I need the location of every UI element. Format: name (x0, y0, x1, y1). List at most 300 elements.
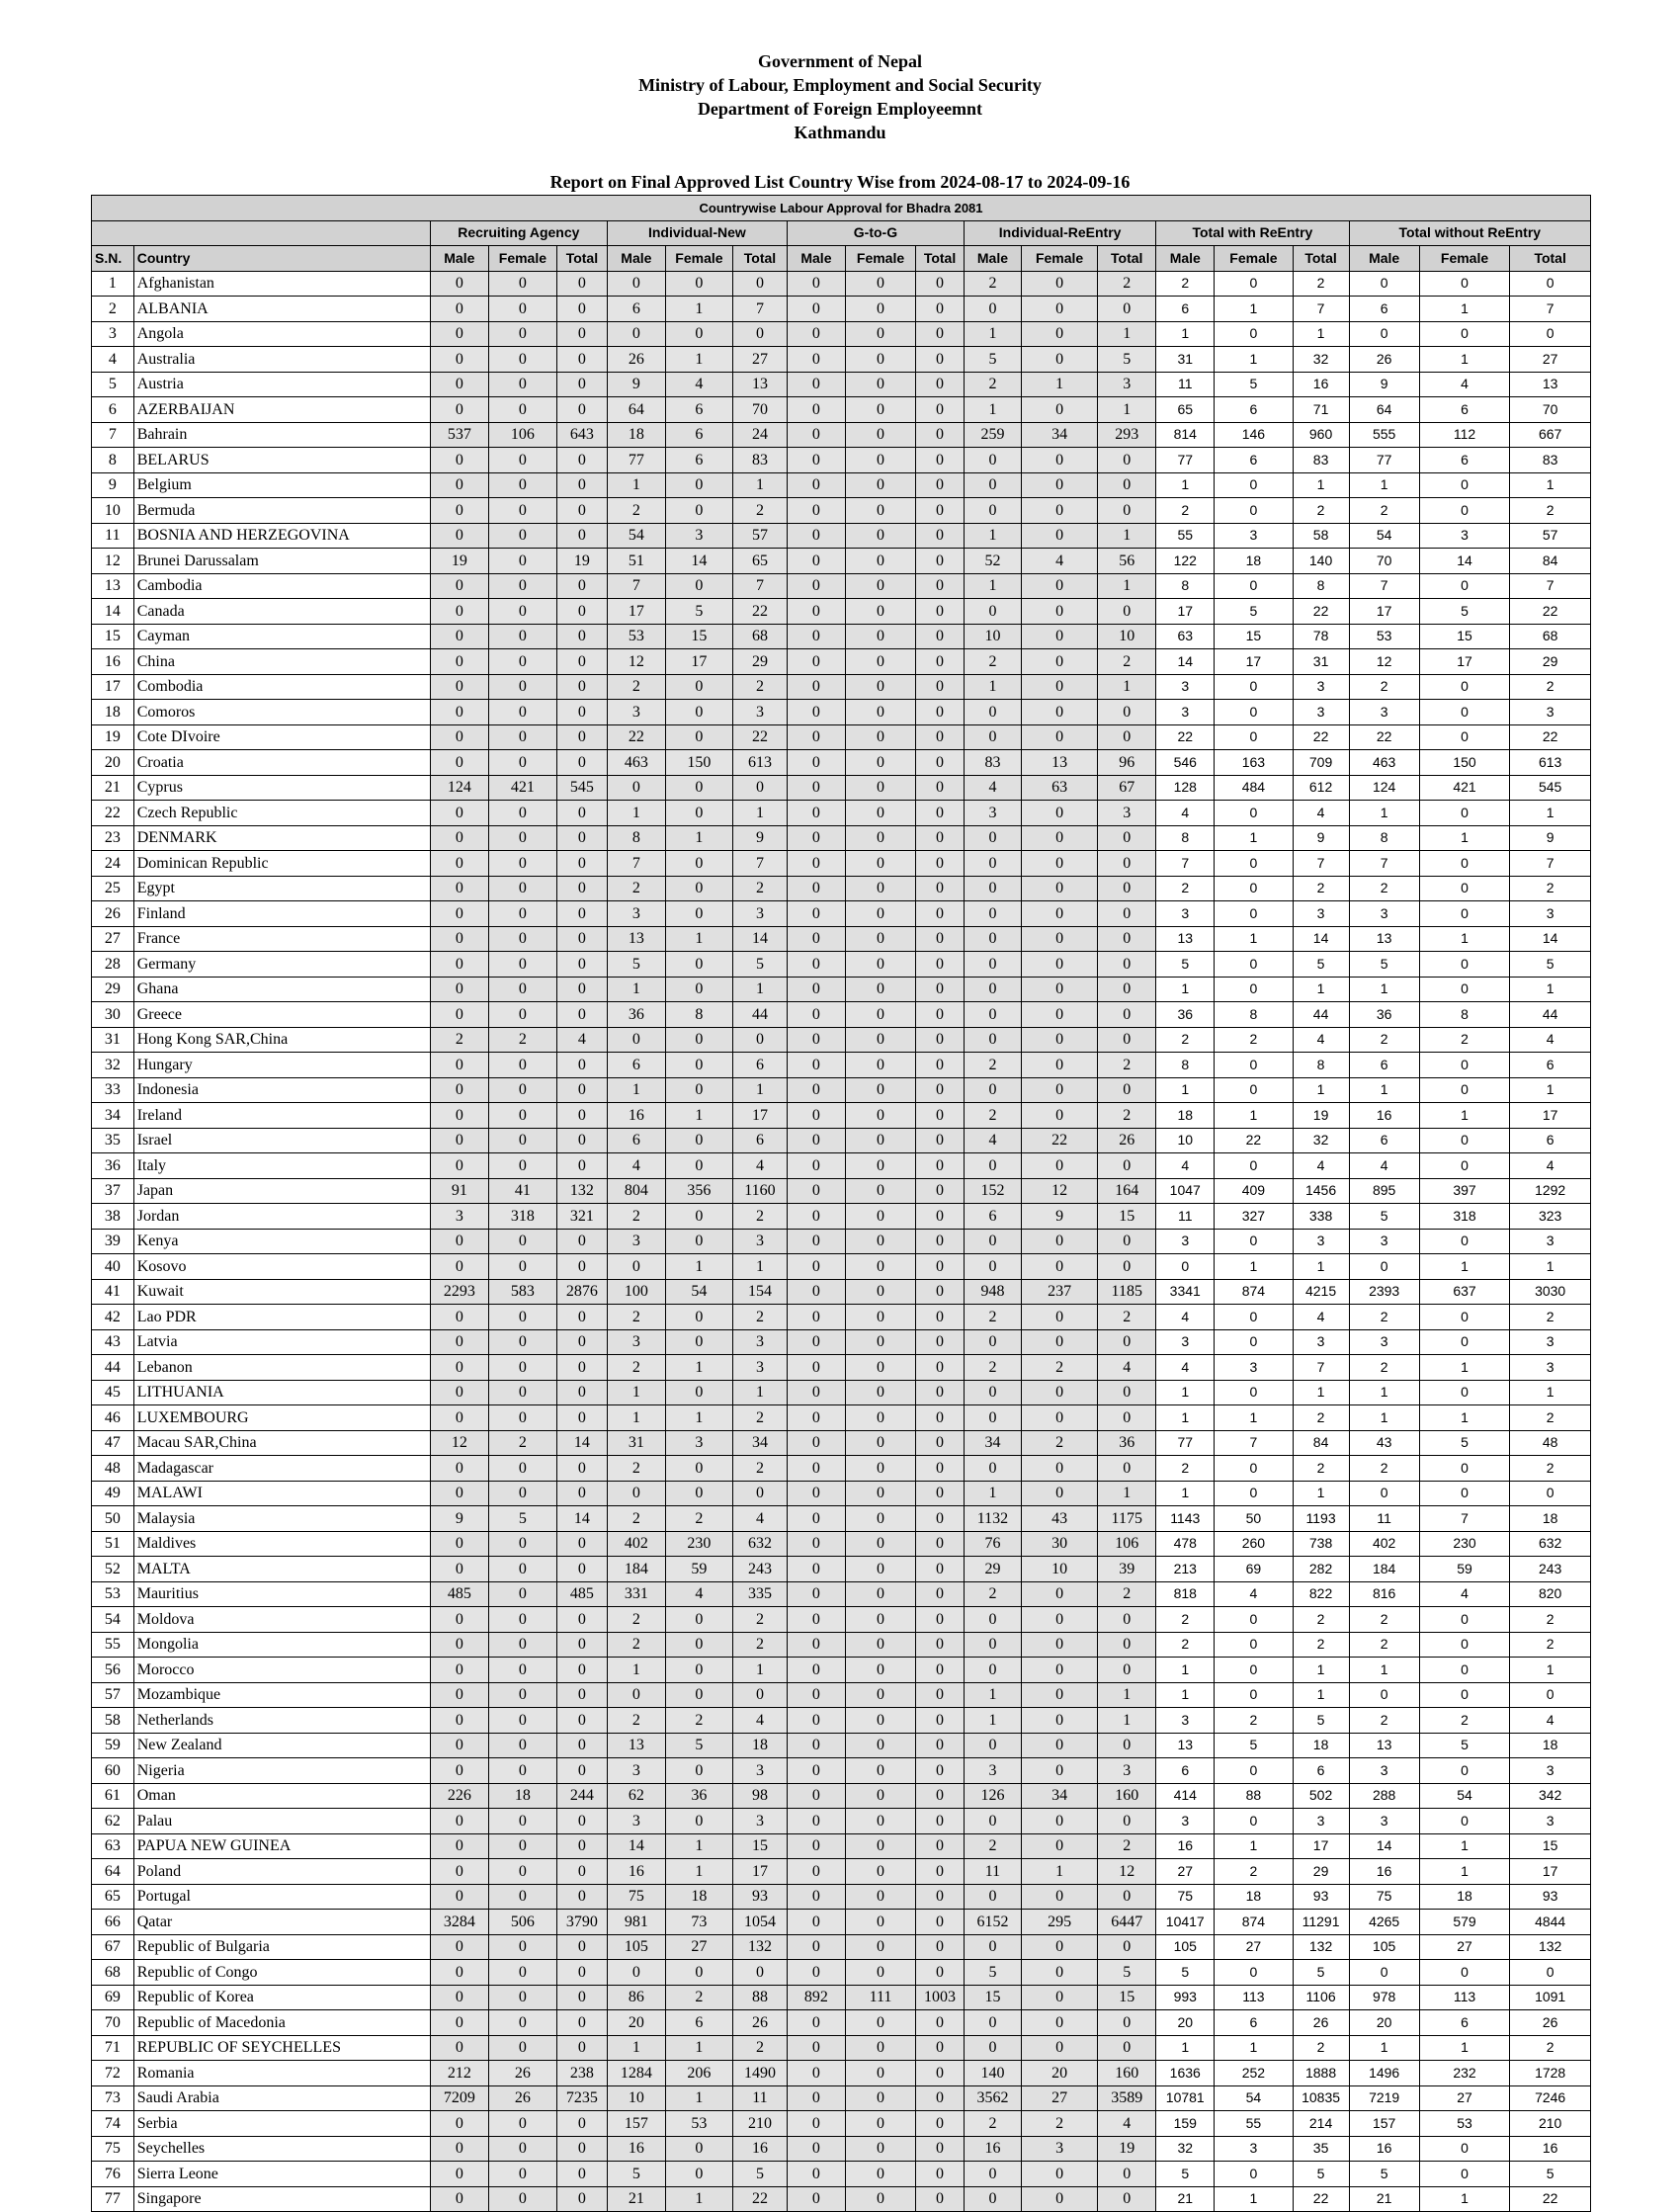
cell-individual-reentry-total: 67 (1098, 775, 1156, 801)
cell-country: Australia (133, 347, 430, 373)
cell-g-to-g-female: 0 (845, 1178, 915, 1204)
cell-individual-new-female: 0 (665, 498, 732, 524)
table-row (92, 1077, 1591, 1103)
cell-g-to-g-female: 0 (845, 2136, 915, 2162)
cell-g-to-g-female: 0 (845, 1456, 915, 1482)
column-header-g-to-g-male: Male (787, 246, 845, 272)
table-row (92, 347, 1591, 373)
cell-total-without-reentry-total: 7 (1510, 573, 1591, 599)
cell-sn: 49 (92, 1481, 134, 1506)
cell-g-to-g-total: 0 (916, 2111, 965, 2137)
cell-total-without-reentry-male: 7219 (1349, 2085, 1419, 2111)
cell-sn: 30 (92, 1002, 134, 1028)
cell-individual-new-male: 0 (607, 1960, 665, 1986)
cell-individual-new-male: 0 (607, 1682, 665, 1708)
cell-sn: 7 (92, 422, 134, 448)
cell-individual-new-male: 0 (607, 321, 665, 347)
cell-total-with-reentry-female: 0 (1215, 801, 1293, 826)
cell-country: Germany (133, 952, 430, 978)
cell-sn: 76 (92, 2162, 134, 2187)
cell-recruiting-agency-total: 485 (556, 1581, 607, 1607)
cell-individual-new-male: 2 (607, 876, 665, 901)
cell-individual-new-male: 3 (607, 700, 665, 725)
cell-g-to-g-male: 0 (787, 876, 845, 901)
cell-individual-reentry-total: 1 (1098, 1708, 1156, 1734)
cell-individual-reentry-female: 0 (1021, 271, 1097, 297)
cell-individual-reentry-total: 1 (1098, 523, 1156, 549)
table-row (92, 2061, 1591, 2086)
cell-individual-new-male: 26 (607, 347, 665, 373)
cell-country: Romania (133, 2061, 430, 2086)
table-row (92, 1708, 1591, 1734)
cell-individual-reentry-total: 0 (1098, 1405, 1156, 1431)
cell-total-without-reentry-male: 77 (1349, 448, 1419, 473)
cell-individual-reentry-male: 4 (964, 775, 1021, 801)
column-header-total-with-reentry-male: Male (1156, 246, 1215, 272)
cell-recruiting-agency-female: 0 (488, 347, 556, 373)
cell-recruiting-agency-male: 12 (430, 1430, 488, 1456)
cell-individual-reentry-female: 0 (1021, 1884, 1097, 1910)
cell-total-without-reentry-female: 579 (1419, 1910, 1510, 1935)
cell-recruiting-agency-total: 0 (556, 1758, 607, 1784)
cell-individual-new-total: 13 (733, 372, 788, 397)
cell-sn: 58 (92, 1708, 134, 1734)
cell-total-without-reentry-female: 5 (1419, 599, 1510, 625)
cell-individual-reentry-total: 2 (1098, 1833, 1156, 1859)
cell-g-to-g-female: 0 (845, 1254, 915, 1280)
cell-individual-new-total: 22 (733, 599, 788, 625)
cell-individual-new-total: 1 (733, 1254, 788, 1280)
cell-g-to-g-male: 0 (787, 1758, 845, 1784)
cell-country: Mauritius (133, 1581, 430, 1607)
cell-total-with-reentry-male: 4 (1156, 801, 1215, 826)
cell-individual-new-male: 3 (607, 1758, 665, 1784)
cell-g-to-g-total: 0 (916, 1910, 965, 1935)
cell-sn: 67 (92, 1934, 134, 1960)
cell-g-to-g-total: 0 (916, 1531, 965, 1557)
cell-recruiting-agency-total: 0 (556, 724, 607, 750)
cell-total-with-reentry-total: 502 (1293, 1783, 1349, 1809)
cell-country: Indonesia (133, 1077, 430, 1103)
cell-individual-reentry-female: 30 (1021, 1531, 1097, 1557)
cell-country: Bermuda (133, 498, 430, 524)
cell-recruiting-agency-total: 7235 (556, 2085, 607, 2111)
cell-total-without-reentry-female: 1 (1419, 1859, 1510, 1885)
cell-g-to-g-total: 0 (916, 1859, 965, 1885)
cell-recruiting-agency-male: 0 (430, 1557, 488, 1582)
cell-individual-reentry-total: 0 (1098, 1456, 1156, 1482)
cell-recruiting-agency-female: 0 (488, 724, 556, 750)
cell-individual-new-total: 1160 (733, 1178, 788, 1204)
cell-g-to-g-total: 0 (916, 1305, 965, 1330)
cell-individual-reentry-male: 152 (964, 1178, 1021, 1204)
cell-recruiting-agency-female: 0 (488, 1077, 556, 1103)
cell-individual-new-total: 27 (733, 347, 788, 373)
cell-sn: 51 (92, 1531, 134, 1557)
cell-individual-new-total: 16 (733, 2136, 788, 2162)
cell-individual-new-male: 3 (607, 1329, 665, 1355)
cell-individual-new-total: 7 (733, 851, 788, 877)
cell-sn: 62 (92, 1809, 134, 1834)
cell-total-without-reentry-female: 0 (1419, 876, 1510, 901)
cell-recruiting-agency-total: 0 (556, 372, 607, 397)
group-header-individual-reentry: Individual-ReEntry (964, 220, 1155, 246)
cell-sn: 64 (92, 1859, 134, 1885)
cell-total-without-reentry-male: 13 (1349, 926, 1419, 952)
cell-total-without-reentry-female: 0 (1419, 321, 1510, 347)
cell-sn: 32 (92, 1053, 134, 1078)
cell-total-with-reentry-total: 8 (1293, 573, 1349, 599)
cell-individual-reentry-total: 39 (1098, 1557, 1156, 1582)
cell-individual-new-male: 2 (607, 1204, 665, 1230)
cell-recruiting-agency-male: 0 (430, 1758, 488, 1784)
report-title: Report on Final Approved List Country Wise from 2024-08-17 to 2024-09-16 (549, 172, 1131, 192)
cell-total-with-reentry-female: 0 (1215, 1229, 1293, 1254)
cell-recruiting-agency-female: 0 (488, 674, 556, 700)
cell-recruiting-agency-total: 0 (556, 1557, 607, 1582)
cell-recruiting-agency-male: 0 (430, 851, 488, 877)
cell-total-with-reentry-total: 3 (1293, 674, 1349, 700)
cell-individual-reentry-female: 0 (1021, 1254, 1097, 1280)
cell-total-without-reentry-male: 36 (1349, 1002, 1419, 1028)
cell-sn: 35 (92, 1128, 134, 1153)
cell-total-with-reentry-male: 1 (1156, 977, 1215, 1002)
cell-total-with-reentry-male: 2 (1156, 1456, 1215, 1482)
cell-g-to-g-male: 892 (787, 1985, 845, 2010)
cell-total-with-reentry-total: 18 (1293, 1733, 1349, 1758)
table-row (92, 1833, 1591, 1859)
cell-individual-reentry-male: 0 (964, 876, 1021, 901)
cell-individual-reentry-male: 0 (964, 1254, 1021, 1280)
cell-individual-reentry-female: 0 (1021, 2186, 1097, 2212)
cell-g-to-g-male: 0 (787, 2035, 845, 2061)
cell-individual-reentry-male: 4 (964, 1128, 1021, 1153)
cell-individual-new-total: 65 (733, 549, 788, 574)
cell-country: Portugal (133, 1884, 430, 1910)
cell-total-with-reentry-female: 54 (1215, 2085, 1293, 2111)
table-row (92, 1658, 1591, 1683)
cell-total-without-reentry-female: 1 (1419, 1254, 1510, 1280)
cell-country: Republic of Bulgaria (133, 1934, 430, 1960)
cell-total-without-reentry-female: 1 (1419, 2035, 1510, 2061)
cell-total-without-reentry-male: 16 (1349, 1103, 1419, 1129)
cell-individual-new-male: 0 (607, 1481, 665, 1506)
cell-individual-new-male: 31 (607, 1430, 665, 1456)
cell-total-without-reentry-total: 5 (1510, 2162, 1591, 2187)
cell-total-without-reentry-male: 53 (1349, 624, 1419, 649)
cell-recruiting-agency-male: 2 (430, 1027, 488, 1053)
cell-individual-new-female: 0 (665, 775, 732, 801)
cell-individual-reentry-female: 2 (1021, 2111, 1097, 2137)
cell-total-with-reentry-total: 1 (1293, 1380, 1349, 1405)
cell-sn: 46 (92, 1405, 134, 1431)
cell-total-with-reentry-total: 35 (1293, 2136, 1349, 2162)
cell-total-with-reentry-female: 1 (1215, 1833, 1293, 1859)
cell-total-without-reentry-female: 0 (1419, 1128, 1510, 1153)
cell-individual-new-total: 0 (733, 1481, 788, 1506)
cell-total-without-reentry-female: 2 (1419, 1027, 1510, 1053)
cell-g-to-g-male: 0 (787, 372, 845, 397)
cell-g-to-g-female: 0 (845, 1884, 915, 1910)
cell-individual-new-male: 463 (607, 750, 665, 776)
cell-total-with-reentry-total: 14 (1293, 926, 1349, 952)
cell-recruiting-agency-male: 0 (430, 1380, 488, 1405)
cell-individual-new-total: 335 (733, 1581, 788, 1607)
header-department: Department of Foreign Employeemnt (697, 99, 983, 119)
cell-individual-new-male: 5 (607, 952, 665, 978)
cell-individual-new-male: 105 (607, 1934, 665, 1960)
cell-individual-reentry-female: 0 (1021, 2010, 1097, 2036)
cell-g-to-g-female: 0 (845, 422, 915, 448)
cell-country: Comoros (133, 700, 430, 725)
cell-total-with-reentry-male: 1 (1156, 321, 1215, 347)
cell-total-with-reentry-male: 3341 (1156, 1279, 1215, 1305)
cell-total-with-reentry-total: 5 (1293, 952, 1349, 978)
cell-individual-reentry-female: 0 (1021, 1632, 1097, 1658)
cell-individual-new-female: 2 (665, 1985, 732, 2010)
cell-country: Austria (133, 372, 430, 397)
cell-country: Israel (133, 1128, 430, 1153)
cell-individual-reentry-male: 3 (964, 1758, 1021, 1784)
cell-total-without-reentry-total: 1 (1510, 1658, 1591, 1683)
cell-individual-reentry-total: 0 (1098, 2186, 1156, 2212)
cell-total-without-reentry-female: 1 (1419, 2186, 1510, 2212)
cell-total-with-reentry-female: 0 (1215, 498, 1293, 524)
cell-total-with-reentry-female: 0 (1215, 1809, 1293, 1834)
cell-total-with-reentry-total: 4 (1293, 1305, 1349, 1330)
cell-individual-new-male: 3 (607, 901, 665, 927)
cell-individual-reentry-male: 2 (964, 649, 1021, 675)
cell-total-without-reentry-female: 0 (1419, 1960, 1510, 1986)
cell-individual-reentry-total: 0 (1098, 1254, 1156, 1280)
cell-recruiting-agency-female: 0 (488, 977, 556, 1002)
cell-recruiting-agency-female: 0 (488, 1153, 556, 1179)
cell-total-with-reentry-male: 2 (1156, 876, 1215, 901)
cell-individual-new-male: 51 (607, 549, 665, 574)
cell-total-with-reentry-female: 55 (1215, 2111, 1293, 2137)
cell-individual-new-male: 5 (607, 2162, 665, 2187)
cell-individual-reentry-total: 1185 (1098, 1279, 1156, 1305)
cell-total-without-reentry-female: 0 (1419, 1077, 1510, 1103)
table-row (92, 1128, 1591, 1153)
cell-individual-reentry-male: 0 (964, 1229, 1021, 1254)
cell-g-to-g-total: 0 (916, 422, 965, 448)
cell-recruiting-agency-total: 0 (556, 2136, 607, 2162)
cell-individual-reentry-male: 1 (964, 523, 1021, 549)
cell-recruiting-agency-male: 0 (430, 1456, 488, 1482)
cell-individual-new-male: 0 (607, 271, 665, 297)
cell-g-to-g-female: 0 (845, 1027, 915, 1053)
cell-sn: 77 (92, 2186, 134, 2212)
cell-individual-new-total: 3 (733, 700, 788, 725)
cell-individual-reentry-female: 0 (1021, 801, 1097, 826)
table-row (92, 472, 1591, 498)
cell-sn: 54 (92, 1607, 134, 1633)
cell-g-to-g-total: 0 (916, 1833, 965, 1859)
cell-g-to-g-total: 0 (916, 801, 965, 826)
cell-g-to-g-male: 0 (787, 1178, 845, 1204)
cell-total-with-reentry-total: 3 (1293, 1229, 1349, 1254)
cell-total-with-reentry-total: 19 (1293, 1103, 1349, 1129)
cell-g-to-g-male: 0 (787, 700, 845, 725)
cell-total-without-reentry-total: 14 (1510, 926, 1591, 952)
cell-total-with-reentry-male: 3 (1156, 674, 1215, 700)
cell-total-without-reentry-male: 2 (1349, 1607, 1419, 1633)
cell-g-to-g-male: 0 (787, 1481, 845, 1506)
cell-recruiting-agency-total: 3790 (556, 1910, 607, 1935)
table-row (92, 1531, 1591, 1557)
cell-recruiting-agency-male: 537 (430, 422, 488, 448)
cell-recruiting-agency-female: 0 (488, 700, 556, 725)
table-row (92, 2111, 1591, 2137)
cell-individual-reentry-male: 0 (964, 825, 1021, 851)
cell-total-without-reentry-female: 0 (1419, 901, 1510, 927)
cell-sn: 60 (92, 1758, 134, 1784)
cell-individual-new-male: 21 (607, 2186, 665, 2212)
cell-recruiting-agency-female: 0 (488, 1229, 556, 1254)
cell-individual-new-female: 6 (665, 422, 732, 448)
cell-individual-new-female: 0 (665, 700, 732, 725)
cell-recruiting-agency-female: 0 (488, 1456, 556, 1482)
cell-total-with-reentry-total: 738 (1293, 1531, 1349, 1557)
cell-individual-new-male: 1 (607, 1380, 665, 1405)
cell-recruiting-agency-total: 0 (556, 1809, 607, 1834)
cell-individual-reentry-female: 9 (1021, 1204, 1097, 1230)
cell-sn: 37 (92, 1178, 134, 1204)
cell-individual-new-total: 83 (733, 448, 788, 473)
cell-total-with-reentry-female: 69 (1215, 1557, 1293, 1582)
cell-total-without-reentry-female: 6 (1419, 2010, 1510, 2036)
cell-total-without-reentry-male: 978 (1349, 1985, 1419, 2010)
cell-total-without-reentry-male: 5 (1349, 952, 1419, 978)
cell-recruiting-agency-total: 0 (556, 825, 607, 851)
table-row (92, 801, 1591, 826)
cell-individual-reentry-total: 0 (1098, 297, 1156, 322)
cell-individual-new-male: 2 (607, 1708, 665, 1734)
cell-total-without-reentry-female: 0 (1419, 1658, 1510, 1683)
cell-individual-new-male: 1 (607, 472, 665, 498)
cell-recruiting-agency-male: 0 (430, 1254, 488, 1280)
cell-recruiting-agency-total: 321 (556, 1204, 607, 1230)
cell-g-to-g-female: 0 (845, 952, 915, 978)
cell-individual-new-total: 243 (733, 1557, 788, 1582)
cell-country: Republic of Korea (133, 1985, 430, 2010)
cell-total-without-reentry-female: 0 (1419, 498, 1510, 524)
cell-individual-reentry-female: 0 (1021, 700, 1097, 725)
cell-total-with-reentry-total: 16 (1293, 372, 1349, 397)
cell-total-without-reentry-total: 0 (1510, 1481, 1591, 1506)
cell-total-with-reentry-female: 0 (1215, 1632, 1293, 1658)
cell-g-to-g-female: 0 (845, 1481, 915, 1506)
cell-individual-new-female: 0 (665, 1204, 732, 1230)
cell-g-to-g-female: 0 (845, 2010, 915, 2036)
cell-recruiting-agency-female: 0 (488, 549, 556, 574)
cell-g-to-g-female: 0 (845, 624, 915, 649)
cell-recruiting-agency-male: 0 (430, 1934, 488, 1960)
cell-total-with-reentry-male: 213 (1156, 1557, 1215, 1582)
cell-individual-new-male: 53 (607, 624, 665, 649)
cell-individual-new-total: 1490 (733, 2061, 788, 2086)
cell-recruiting-agency-total: 0 (556, 2035, 607, 2061)
cell-total-with-reentry-female: 7 (1215, 1430, 1293, 1456)
cell-total-with-reentry-male: 4 (1156, 1153, 1215, 1179)
cell-total-without-reentry-total: 48 (1510, 1430, 1591, 1456)
cell-g-to-g-total: 0 (916, 1405, 965, 1431)
cell-total-without-reentry-female: 112 (1419, 422, 1510, 448)
cell-total-without-reentry-male: 816 (1349, 1581, 1419, 1607)
cell-total-with-reentry-total: 140 (1293, 549, 1349, 574)
cell-total-without-reentry-male: 3 (1349, 700, 1419, 725)
cell-recruiting-agency-male: 0 (430, 1632, 488, 1658)
cell-recruiting-agency-female: 0 (488, 372, 556, 397)
cell-individual-new-total: 11 (733, 2085, 788, 2111)
cell-individual-reentry-male: 0 (964, 2162, 1021, 2187)
cell-total-with-reentry-total: 822 (1293, 1581, 1349, 1607)
cell-total-without-reentry-female: 0 (1419, 1380, 1510, 1405)
cell-g-to-g-male: 0 (787, 1027, 845, 1053)
cell-g-to-g-female: 0 (845, 372, 915, 397)
cell-individual-new-total: 3 (733, 1809, 788, 1834)
cell-individual-reentry-female: 63 (1021, 775, 1097, 801)
cell-individual-new-female: 0 (665, 801, 732, 826)
cell-recruiting-agency-female: 0 (488, 1053, 556, 1078)
table-row (92, 1607, 1591, 1633)
cell-g-to-g-total: 0 (916, 750, 965, 776)
cell-g-to-g-female: 0 (845, 1833, 915, 1859)
cell-individual-new-total: 17 (733, 1103, 788, 1129)
cell-individual-reentry-female: 0 (1021, 1456, 1097, 1482)
cell-g-to-g-total: 0 (916, 1708, 965, 1734)
table-row (92, 2162, 1591, 2187)
cell-individual-reentry-female: 0 (1021, 1077, 1097, 1103)
cell-recruiting-agency-total: 0 (556, 2111, 607, 2137)
cell-recruiting-agency-male: 0 (430, 1733, 488, 1758)
cell-country: Republic of Macedonia (133, 2010, 430, 2036)
cell-sn: 28 (92, 952, 134, 978)
cell-total-without-reentry-male: 1 (1349, 472, 1419, 498)
cell-individual-reentry-total: 3 (1098, 801, 1156, 826)
cell-total-with-reentry-female: 113 (1215, 1985, 1293, 2010)
cell-g-to-g-total: 0 (916, 2010, 965, 2036)
header-government: Government of Nepal (758, 51, 922, 71)
table-row (92, 1430, 1591, 1456)
cell-recruiting-agency-female: 0 (488, 1859, 556, 1885)
cell-country: Afghanistan (133, 271, 430, 297)
cell-g-to-g-male: 0 (787, 750, 845, 776)
cell-g-to-g-total: 0 (916, 347, 965, 373)
cell-recruiting-agency-total: 0 (556, 649, 607, 675)
cell-individual-new-total: 0 (733, 271, 788, 297)
group-header-individual-new: Individual-New (607, 220, 787, 246)
cell-total-without-reentry-female: 0 (1419, 1229, 1510, 1254)
cell-individual-reentry-male: 0 (964, 1153, 1021, 1179)
cell-sn: 33 (92, 1077, 134, 1103)
cell-individual-reentry-male: 2 (964, 1355, 1021, 1381)
column-header-individual-new-total: Total (733, 246, 788, 272)
cell-total-with-reentry-total: 2 (1293, 2035, 1349, 2061)
cell-total-with-reentry-total: 3 (1293, 901, 1349, 927)
cell-individual-reentry-female: 0 (1021, 448, 1097, 473)
cell-individual-new-male: 3 (607, 1809, 665, 1834)
cell-g-to-g-total: 0 (916, 649, 965, 675)
cell-sn: 70 (92, 2010, 134, 2036)
cell-total-without-reentry-female: 0 (1419, 851, 1510, 877)
cell-individual-reentry-female: 0 (1021, 472, 1097, 498)
cell-individual-reentry-total: 164 (1098, 1178, 1156, 1204)
header-city: Kathmandu (794, 123, 886, 142)
cell-total-with-reentry-total: 22 (1293, 2186, 1349, 2212)
cell-individual-new-total: 613 (733, 750, 788, 776)
